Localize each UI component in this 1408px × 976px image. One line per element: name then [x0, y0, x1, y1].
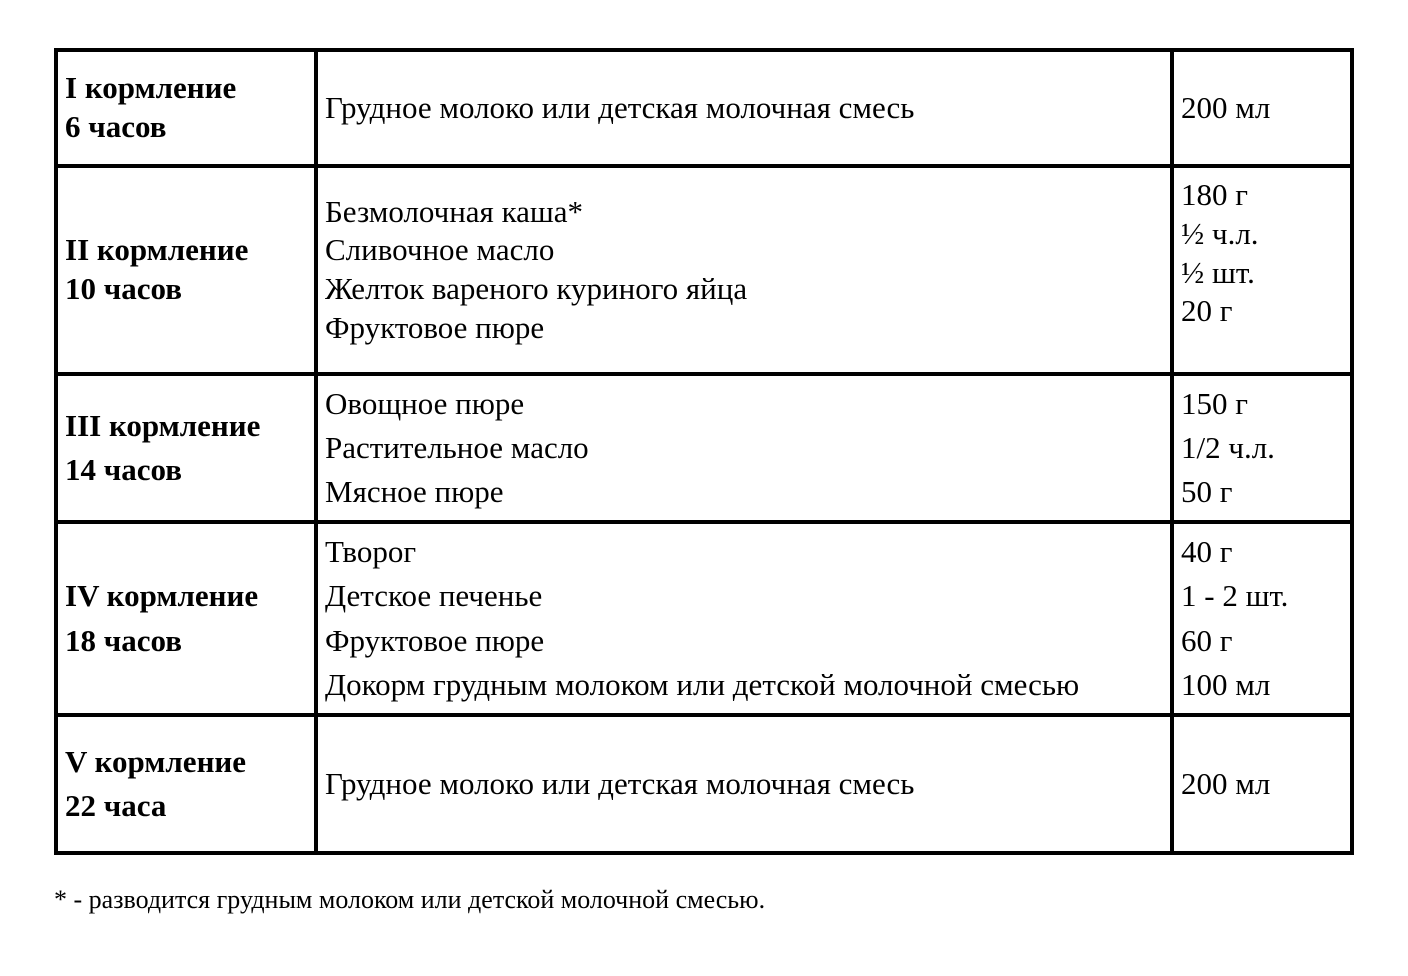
- amount-item: ½ ч.л.: [1181, 215, 1259, 251]
- food-item: Овощное пюре: [325, 385, 525, 421]
- amount-cell: [1172, 715, 1352, 853]
- meal-time: 6 часов: [65, 109, 167, 144]
- table-row: [56, 522, 1352, 715]
- meal-name: V кормление: [65, 743, 247, 779]
- food-item: Мясное пюре: [325, 474, 504, 509]
- food-cell: [316, 50, 1172, 166]
- meal-time: 10 часов: [65, 271, 182, 306]
- amount-cell: [1172, 166, 1352, 374]
- amount-cell: [1172, 374, 1352, 522]
- amount-item: ½ шт.: [1181, 254, 1255, 290]
- food-item: Творог: [325, 534, 417, 570]
- table-row: [56, 166, 1352, 374]
- amount-item: 1/2 ч.л.: [1181, 429, 1275, 465]
- amount-item: 40 г: [1181, 534, 1233, 570]
- amount-item: 200 мл: [1181, 765, 1271, 801]
- meal-time: 18 часов: [65, 622, 182, 658]
- food-cell: [316, 374, 1172, 522]
- amount-item: 1 - 2 шт.: [1181, 578, 1289, 614]
- amount-item: 50 г: [1181, 474, 1233, 509]
- amount-item: 60 г: [1181, 622, 1233, 658]
- food-item: Сливочное масло: [325, 232, 555, 268]
- meal-cell: [56, 374, 316, 522]
- meal-name: III кормление: [65, 407, 261, 443]
- food-item: Детское печенье: [325, 578, 543, 614]
- amount-item: 200 мл: [1181, 89, 1271, 125]
- meal-cell: [56, 715, 316, 853]
- table-row: [56, 715, 1352, 853]
- amount-item: 180 г: [1181, 177, 1248, 212]
- food-item: Растительное масло: [325, 429, 589, 465]
- footnote: * - разводится грудным молоком или детской молочной смесью.: [54, 885, 766, 914]
- meal-name: IV кормление: [65, 578, 259, 614]
- food-item: Фруктовое пюре: [325, 309, 545, 345]
- amount-cell: [1172, 522, 1352, 715]
- food-cell: [316, 522, 1172, 715]
- meal-cell: [56, 50, 316, 166]
- amount-item: 20 г: [1181, 293, 1233, 329]
- meal-time: 14 часов: [65, 452, 182, 487]
- feeding-schedule-table: [54, 48, 1354, 855]
- food-item: Желток вареного куриного яйца: [325, 271, 748, 306]
- amount-cell: [1172, 50, 1352, 166]
- table-row: [56, 374, 1352, 522]
- amount-item: 150 г: [1181, 385, 1248, 421]
- meal-cell: [56, 166, 316, 374]
- food-item: Фруктовое пюре: [325, 622, 545, 658]
- food-item: Докорм грудным молоком или детской молочной смесью: [325, 666, 1080, 702]
- table-row: [56, 50, 1352, 166]
- meal-cell: [56, 522, 316, 715]
- food-item: Грудное молоко или детская молочная смесь: [325, 89, 915, 125]
- meal-time: 22 часа: [65, 788, 167, 823]
- meal-name: II кормление: [65, 232, 249, 268]
- amount-item: 100 мл: [1181, 666, 1271, 702]
- meal-name: I кормление: [65, 70, 237, 106]
- food-item: Безмолочная каша*: [325, 193, 584, 229]
- food-cell: [316, 166, 1172, 374]
- food-cell: [316, 715, 1172, 853]
- food-item: Грудное молоко или детская молочная смесь: [325, 765, 915, 801]
